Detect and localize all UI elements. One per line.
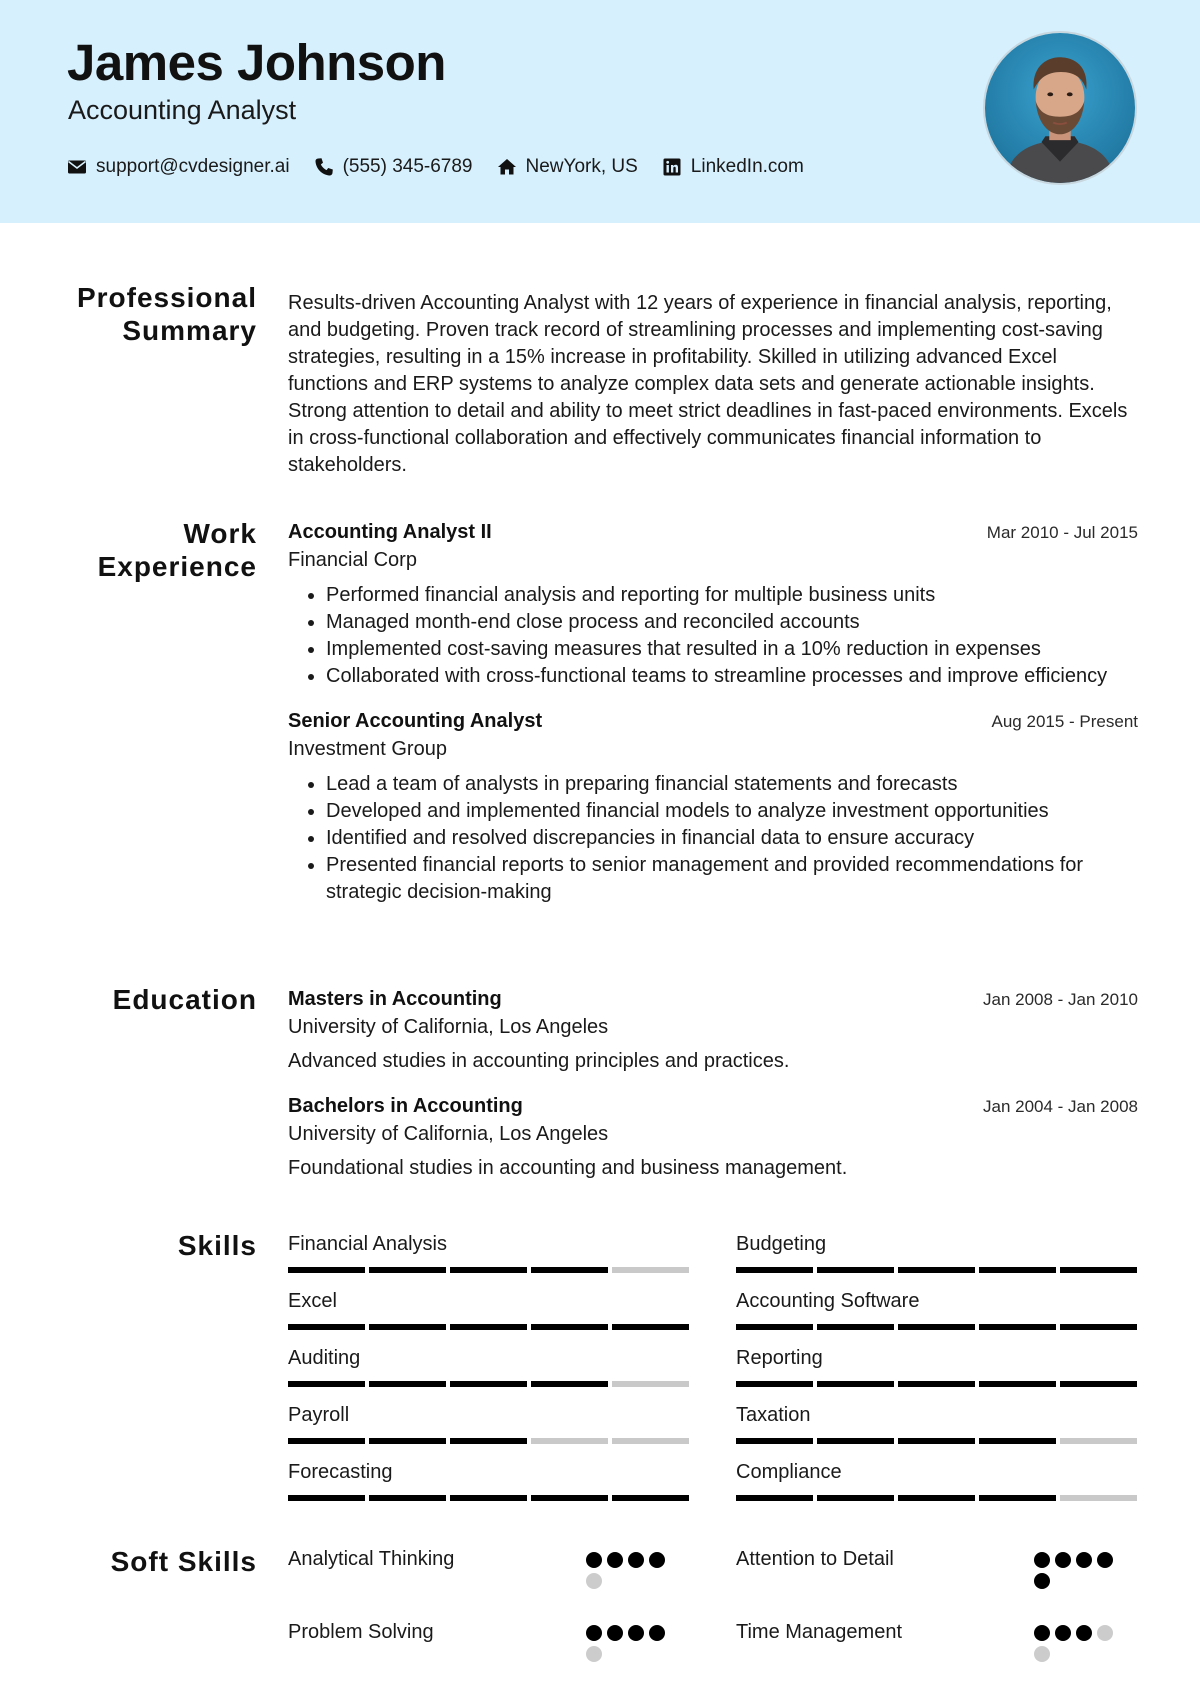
job-title: Accounting Analyst II [288,521,492,543]
skill-segment-filled [450,1324,527,1330]
job-bullets [288,771,1138,906]
skill-segment-filled [369,1495,446,1501]
skill-level-bar [288,1324,690,1330]
summary-heading [57,281,257,347]
skill-item [288,1402,690,1444]
job-bullet: • Performed financial analysis and reporting for multiple business units [326,582,1138,609]
skill-segment-filled [817,1267,894,1273]
skill-segment-filled [898,1381,975,1387]
skill-segment-filled [531,1267,608,1273]
skill-level-bar [736,1438,1138,1444]
skill-item [736,1402,1138,1444]
soft-skill-rating [586,1619,670,1662]
rating-dot-empty [586,1646,602,1662]
degree-description: Advanced studies in accounting principles and practices. [288,1050,790,1072]
linkedin-icon [662,157,682,177]
rating-dot-filled [649,1552,665,1568]
job-entry [288,519,1138,690]
education-heading: Education [112,984,257,1015]
soft-skill-name: Time Management [736,1621,902,1643]
summary-text: Results-driven Accounting Analyst with 12 years of experience in financial analysis, reporting, and budgeting. Proven track record of streamlining processes and implementing cost-saving strategies, resulting in a 15% increase in profitability. Skilled in utilizing advanced Excel functions and ERP systems to analyze complex data sets and generate actionable insights. Strong attention to detail and ability to meet strict deadlines in fast-paced environments. Excels in cross-functional collaboration and effectively communicates financial information to stakeholders. [288,292,1128,476]
candidate-name: James Johnson [67,34,446,91]
skill-item [288,1231,690,1273]
skill-level-bar [736,1324,1138,1330]
soft-skills-grid [288,1546,1138,1662]
skill-segment-filled [288,1324,365,1330]
degree-title: Masters in Accounting [288,988,502,1010]
skill-level-bar [288,1495,690,1501]
soft-skill-item [736,1619,1138,1662]
soft-skill-item [288,1619,690,1662]
skill-level-bar [288,1267,690,1273]
profile-photo [983,31,1137,185]
skill-segment-filled [369,1267,446,1273]
skill-segment-filled [612,1495,689,1501]
skill-item [288,1345,690,1387]
skill-segment-empty [531,1438,608,1444]
skill-name: Accounting Software [736,1290,920,1312]
experience-heading-line1: Work [183,518,257,549]
skill-segment-filled [288,1381,365,1387]
skill-segment-filled [531,1495,608,1501]
degree-title: Bachelors in Accounting [288,1095,523,1117]
skill-level-bar [736,1381,1138,1387]
soft-skill-name: Problem Solving [288,1621,434,1643]
skill-segment-filled [736,1495,813,1501]
skill-item [736,1345,1138,1387]
job-dates: Aug 2015 - Present [991,712,1138,731]
degree-dates: Jan 2004 - Jan 2008 [982,1097,1138,1116]
skill-segment-filled [531,1381,608,1387]
job-bullet: • Implemented cost-saving measures that resulted in a 10% reduction in expenses [326,636,1138,663]
envelope-icon [67,157,87,177]
rating-dot-filled [586,1625,602,1641]
rating-dot-filled [649,1625,665,1641]
contact-phone[interactable] [314,156,473,178]
job-entry [288,708,1138,906]
skill-segment-filled [612,1324,689,1330]
skill-segment-filled [369,1438,446,1444]
skill-segment-filled [817,1438,894,1444]
school-name: University of California, Los Angeles [288,1016,609,1038]
rating-dot-filled [607,1552,623,1568]
skill-name: Forecasting [288,1461,393,1483]
skill-segment-filled [979,1267,1056,1273]
rating-dot-empty [586,1573,602,1589]
contact-location [497,156,638,178]
rating-dot-filled [1055,1552,1071,1568]
job-dates: Mar 2010 - Jul 2015 [986,523,1138,542]
soft-skill-name: Attention to Detail [736,1548,894,1570]
skill-item [288,1288,690,1330]
experience-heading-line2: Experience [97,551,257,582]
skill-name: Excel [288,1290,337,1312]
job-title: Senior Accounting Analyst [288,710,543,732]
summary-heading-line2: Summary [122,315,257,346]
contact-email[interactable] [67,156,290,178]
degree-dates: Jan 2008 - Jan 2010 [982,990,1138,1009]
skill-segment-filled [450,1438,527,1444]
skill-segment-empty [612,1381,689,1387]
rating-dot-filled [586,1552,602,1568]
rating-dot-filled [1034,1625,1050,1641]
rating-dot-filled [628,1625,644,1641]
skill-segment-filled [898,1495,975,1501]
skill-segment-filled [736,1381,813,1387]
job-bullet: • Developed and implemented financial models to analyze investment opportunities [326,798,1138,825]
degree-description: Foundational studies in accounting and business management. [288,1157,848,1179]
rating-dot-empty [1097,1625,1113,1641]
rating-dot-filled [1076,1625,1092,1641]
summary-heading-line1: Professional [76,282,257,313]
job-bullet: • Managed month-end close process and reconciled accounts [326,609,1138,636]
skills-heading: Skills [177,1230,257,1261]
skill-item [736,1459,1138,1501]
skill-name: Reporting [736,1347,823,1369]
skill-segment-filled [1060,1324,1137,1330]
location-text: NewYork, US [525,156,638,177]
contact-linkedin[interactable] [662,156,804,178]
skill-item [288,1459,690,1501]
skill-segment-empty [1060,1495,1137,1501]
soft-skill-rating [1034,1546,1118,1589]
skill-segment-filled [736,1324,813,1330]
skill-segment-filled [979,1381,1056,1387]
skill-segment-filled [369,1324,446,1330]
job-bullets [288,582,1138,690]
skill-segment-filled [817,1324,894,1330]
rating-dot-filled [607,1625,623,1641]
phone-icon [314,157,334,177]
skill-segment-filled [531,1324,608,1330]
skill-segment-filled [288,1267,365,1273]
header-banner [0,0,1200,223]
job-company: Investment Group [288,738,447,760]
skill-segment-filled [898,1324,975,1330]
soft-skill-rating [1034,1619,1118,1662]
soft-skill-name: Analytical Thinking [288,1548,455,1570]
skill-name: Taxation [736,1404,811,1426]
skill-name: Payroll [288,1404,350,1426]
skill-segment-filled [898,1438,975,1444]
skill-item [736,1231,1138,1273]
skill-level-bar [736,1495,1138,1501]
skill-segment-filled [979,1495,1056,1501]
skill-level-bar [736,1267,1138,1273]
skill-name: Compliance [736,1461,842,1483]
home-icon [497,157,517,177]
skill-segment-filled [369,1381,446,1387]
contact-bar [67,156,804,178]
skills-grid [288,1231,1138,1501]
job-bullet: • Presented financial reports to senior management and provided recommendations for strategic decision-making [326,852,1138,906]
skill-segment-filled [736,1267,813,1273]
skill-level-bar [288,1381,690,1387]
skill-level-bar [288,1438,690,1444]
skill-name: Budgeting [736,1233,827,1255]
skill-segment-filled [450,1381,527,1387]
rating-dot-filled [1034,1552,1050,1568]
job-bullet: • Lead a team of analysts in preparing financial statements and forecasts [326,771,1138,798]
skill-segment-filled [898,1267,975,1273]
rating-dot-filled [1055,1625,1071,1641]
skill-name: Auditing [288,1347,361,1369]
skill-segment-empty [612,1267,689,1273]
skill-segment-filled [817,1495,894,1501]
skill-item [736,1288,1138,1330]
skill-segment-filled [979,1438,1056,1444]
avatar-portrait [985,33,1135,183]
job-bullet: • Collaborated with cross-functional teams to streamline processes and improve efficiency [326,663,1138,690]
job-company: Financial Corp [288,549,417,571]
skill-segment-filled [450,1267,527,1273]
phone-text: (555) 345-6789 [342,156,473,177]
linkedin-text: LinkedIn.com [690,156,804,177]
soft-skill-item [288,1546,690,1589]
skill-segment-empty [612,1438,689,1444]
rating-dot-filled [1076,1552,1092,1568]
skill-segment-empty [1060,1438,1137,1444]
soft-skill-item [736,1546,1138,1589]
education-entry [288,1093,1138,1182]
skill-segment-filled [288,1495,365,1501]
skill-segment-filled [1060,1381,1137,1387]
education-entry [288,986,1138,1075]
soft-skills-heading: Soft Skills [110,1546,257,1577]
skill-segment-filled [979,1324,1056,1330]
rating-dot-filled [1034,1573,1050,1589]
school-name: University of California, Los Angeles [288,1123,609,1145]
skill-segment-filled [450,1495,527,1501]
rating-dot-empty [1034,1646,1050,1662]
soft-skill-rating [586,1546,670,1589]
job-bullet: • Identified and resolved discrepancies in financial data to ensure accuracy [326,825,1138,852]
rating-dot-filled [1097,1552,1113,1568]
skill-segment-filled [817,1381,894,1387]
skill-name: Financial Analysis [288,1233,447,1255]
job-title: Accounting Analyst [68,95,297,125]
rating-dot-filled [628,1552,644,1568]
skill-segment-filled [1060,1267,1137,1273]
email-text: support@cvdesigner.ai [96,156,290,177]
skill-segment-filled [736,1438,813,1444]
experience-heading [57,517,257,583]
skill-segment-filled [288,1438,365,1444]
